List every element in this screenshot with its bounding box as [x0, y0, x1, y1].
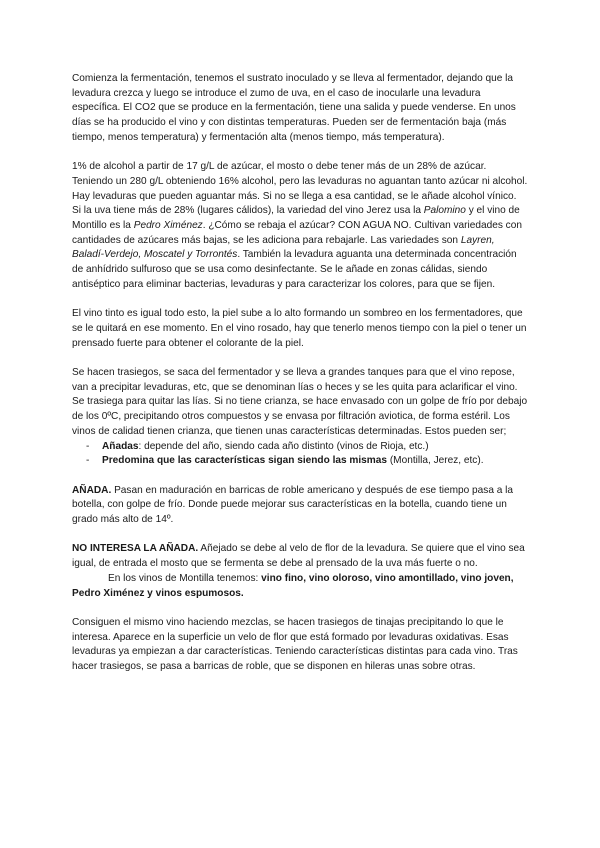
list-item-term: Predomina que las características sigan siendo las mismas [102, 455, 388, 467]
list-item [72, 440, 528, 455]
text-run: . ¿Cómo se rebaja el azúcar? CON AGUA NO. Cultivan variedades con cantidades de azúcares más bajas, se les adiciona para rebajarle. Las variedades son [72, 220, 522, 246]
list-item-term: Añadas [102, 440, 139, 452]
grape-palomino: Palomino [423, 205, 466, 217]
paragraph-red-rose-wine: El vino tinto es igual todo esto, la piel sube a lo alto formando un sombreo en los fermentadores, que se le quitará en ese momento. En el vino rosado, hay que tenerlo menos tiempo con la piel o tener un prensado fuerte para obtener el colorante de la piel. [72, 308, 527, 349]
paragraph-blending: Consiguen el mismo vino haciendo mezclas, se hacen trasiegos de tinajas precipitando lo que le interesa. Aparece en la superficie un velo de flor que está formado por levaduras oxidativas. Esas levaduras ya empiezan a dar características. Teniendo características distintas para cada vino. Tras hacer trasiegos, se pasa a barricas de roble, que se disponen en hileras unas sobre otras. [72, 616, 518, 673]
paragraph-no-anada [72, 542, 528, 571]
paragraph-montilla-wines [72, 572, 528, 601]
text-run: 1% de alcohol a partir de 17 g/L de azúcar, el mosto o debe tener más de un 28% de azúcar. Teniendo un 280 g/L obteniendo 16% alcohol, pero las levaduras no aguantan tanto azúcar ni alcohol. Hay levaduras que pueden aguantar más. Si no se llega a esa cantidad, se le añade alcohol vínico. Si la uva tiene más de 28% (lugares cálidos), la variedad del vino Jerez usa la [72, 161, 528, 217]
montilla-wine-list: vino fino, vino oloroso, vino amontillado, vino joven, Pedro Ximénez y vinos espumosos. [72, 572, 514, 599]
paragraph-sugar-alcohol [72, 160, 528, 292]
list-item-text: (Montilla, Jerez, etc). [387, 455, 484, 467]
bullet-dash: - [86, 440, 90, 452]
text-run: En los vinos de Montilla tenemos: [108, 572, 262, 584]
text-run: . También la levadura aguanta una determinada concentración de anhídrido sulfuroso que se usa como desinfectante. Se le añade en zonas cálidas, siendo antiséptico para eliminar bacterias, levaduras y para caracterizar los colores, para que se fijen. [72, 249, 517, 290]
grape-varieties: Layren, Baladí-Verdejo, Moscatel y Torrontés [72, 234, 495, 261]
text-run: Pasan en maduración en barricas de roble americano y después de ese tiempo pasa a la botella, con golpe de frío. Donde puede mejorar sus características en la botella, cuando tiene un grado más alto de 14º. [72, 484, 514, 526]
section-heading-anada: AÑADA. [72, 484, 112, 496]
section-heading-no-anada: NO INTERESA LA AÑADA. [72, 543, 199, 555]
text-run: y el vino de Montillo es la [72, 205, 520, 232]
text-run: Añejado se debe al velo de flor de la levadura. Se quiere que el vino sea igual, de entrada el mosto que se fermenta se debe al prensado de la uva más fuerte o no. [72, 543, 525, 570]
list-item [72, 454, 528, 469]
list-item-text: : depende del año, siendo cada año distinto (vinos de Rioja, etc.) [138, 440, 429, 452]
aging-types-list [72, 440, 528, 469]
paragraph-racking: Se hacen trasiegos, se saca del fermentador y se lleva a grandes tanques para que el vino repose, van a precipitar levaduras, etc, que se denominan lías o heces y se les quita para aclarificar el vino. Se trasiega para quitar las lías. Si no tiene crianza, se hace envasado con un golpe de frío por debajo de los 0ºC, precipitando otros compuestos y se envasa por filtración aviotica, de forma estéril. Los vinos de calidad tienen crianza, que tienen unas características determinadas. Estos pueden ser; [72, 367, 528, 437]
paragraph-fermentation: Comienza la fermentación, tenemos el sustrato inoculado y se lleva al fermentador, dejando que la levadura crezca y luego se introduce el zumo de uva, en el caso de inocularle una levadura específica. El CO2 que se produce en la fermentación, tiene una salida y puede venderse. En unos días se ha producido el vino y con distintas temperaturas. Pueden ser de fermentación baja (más tiempo, menos temperatura) y fermentación alta (menos tiempo, más temperatura). [72, 73, 516, 143]
grape-pedro-ximenez: Pedro Ximénez [133, 220, 203, 232]
bullet-dash: - [86, 455, 90, 467]
paragraph-anada [72, 484, 528, 528]
